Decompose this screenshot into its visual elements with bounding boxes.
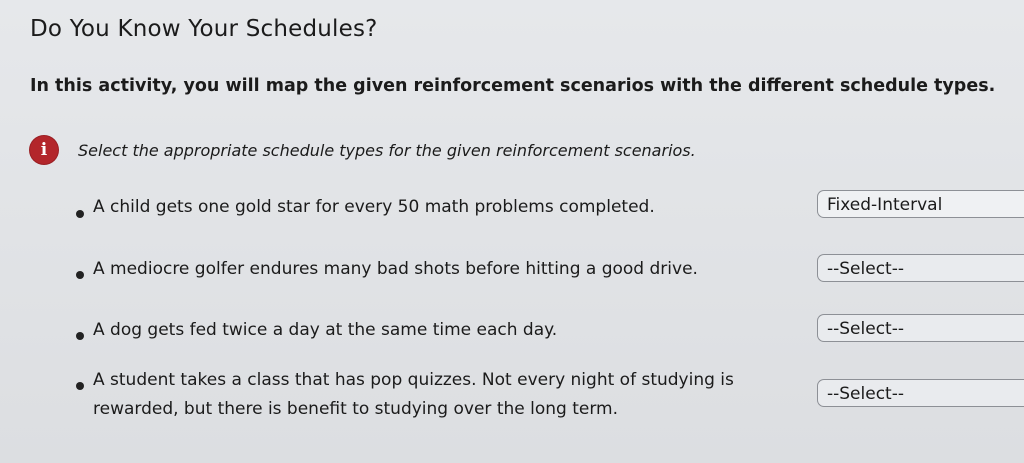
question-text: A mediocre golfer endures many bad shots before hitting a good drive. — [93, 259, 698, 279]
bullet-icon — [76, 382, 84, 390]
question-text: A dog gets fed twice a day at the same time each day. — [93, 320, 558, 340]
schedule-select[interactable]: --Select-- — [817, 314, 1024, 342]
activity-instructions: In this activity, you will map the given reinforcement scenarios with the different schedule types. — [30, 76, 996, 96]
schedule-select[interactable]: --Select-- — [817, 254, 1024, 282]
question-text-line-1: A student takes a class that has pop quizzes. Not every night of studying is — [93, 370, 734, 390]
bullet-icon — [76, 332, 84, 340]
bullet-icon — [76, 210, 84, 218]
info-note — [30, 136, 696, 164]
schedule-select[interactable]: --Select-- — [817, 379, 1024, 407]
info-text: Select the appropriate schedule types for the given reinforcement scenarios. — [78, 140, 696, 160]
info-icon: i — [30, 136, 58, 164]
schedule-select[interactable]: Fixed-Interval — [817, 190, 1024, 218]
bullet-icon — [76, 271, 84, 279]
question-text-line-2: rewarded, but there is benefit to studying over the long term. — [93, 399, 618, 419]
page-title: Do You Know Your Schedules? — [30, 16, 378, 42]
question-text: A child gets one gold star for every 50 math problems completed. — [93, 197, 655, 217]
